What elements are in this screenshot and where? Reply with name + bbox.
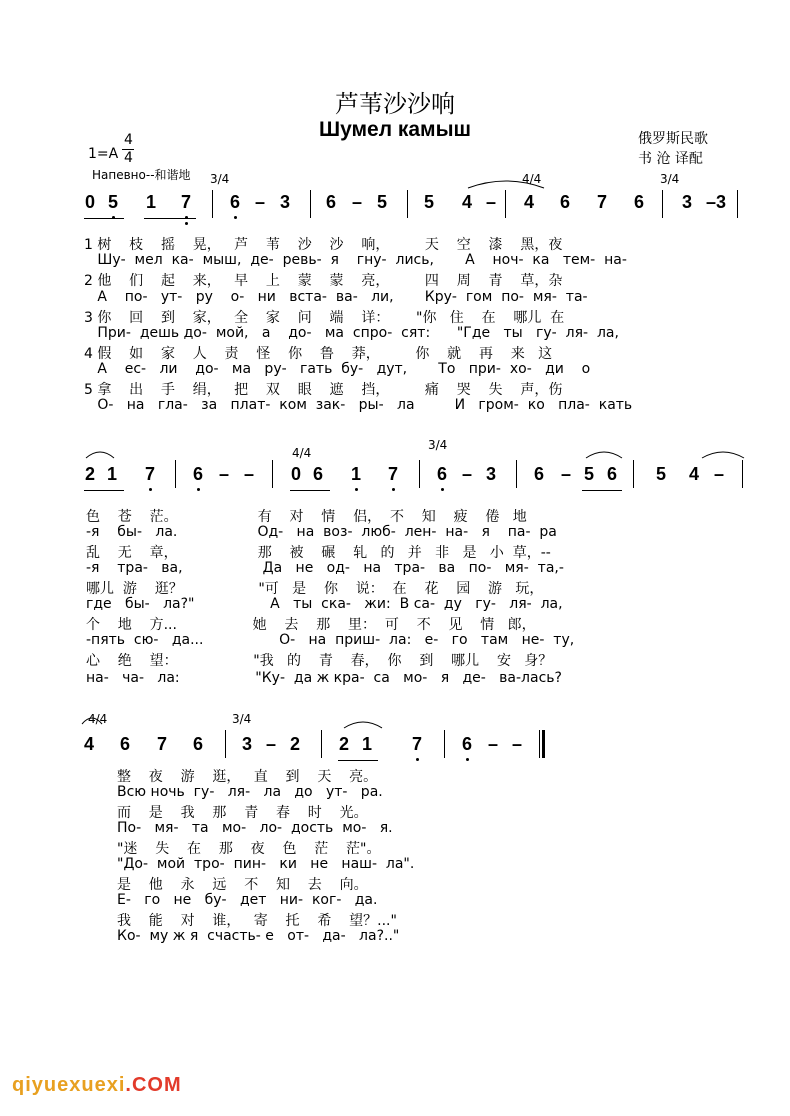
beam xyxy=(84,218,124,219)
lyric-line: О- на гла- за плат- ком зак- ры- ла И гром- ко пла- кать xyxy=(84,397,633,413)
note: 6 xyxy=(230,192,241,212)
lyric-line: Ко- му ж я счасть- е от- да- ла?.." xyxy=(117,928,400,944)
note: 6 xyxy=(120,734,131,754)
lyric-line: А по- ут- ру о- ни вста- ва- ли, Кру- гом по- мя- та- xyxy=(84,289,588,305)
bar-line xyxy=(419,460,420,488)
bar-line xyxy=(212,190,213,218)
note: – xyxy=(219,464,230,484)
bar-line xyxy=(321,730,322,758)
tie-arc xyxy=(84,448,116,460)
bar-line xyxy=(505,190,506,218)
note: 6 xyxy=(437,464,448,484)
beam xyxy=(290,490,330,491)
note: 4 xyxy=(84,734,95,754)
song-title-chinese: 芦苇沙沙响 xyxy=(335,90,455,118)
lyric-line: "До- мой тро- пин- ки не наш- ла". xyxy=(117,856,415,872)
lyric-line: 心 绝 望： "我 的 青 春， 你 到 哪儿 安 身？ xyxy=(86,653,553,669)
note: 7 xyxy=(412,734,423,754)
lyric-line: 是 他 永 远 不 知 去 向。 xyxy=(117,877,368,893)
lyric-line: 色 苍 茫。 有 对 情 侣， 不 知 疲 倦 地 xyxy=(86,509,527,525)
lyric-line: Шу- мел ка- мыш, де- ревь- я гну- лись, А ноч- ка тем- на- xyxy=(84,252,627,268)
note: 2 xyxy=(339,734,350,754)
bar-line xyxy=(175,460,176,488)
note: 6 xyxy=(607,464,618,484)
note: 3 xyxy=(242,734,253,754)
beam xyxy=(144,218,196,219)
note: 4 xyxy=(689,464,700,484)
bar-line xyxy=(662,190,663,218)
lyric-line: 1 树 枝 摇 晃， 芦 苇 沙 沙 响， 天 空 漆 黑，夜 xyxy=(84,237,563,253)
note: 6 xyxy=(193,734,204,754)
bar-line xyxy=(444,730,445,758)
note: 6 xyxy=(634,192,645,212)
note: 6 xyxy=(560,192,571,212)
beam xyxy=(84,490,124,491)
lyric-line: 个 地 方... 她 去 那 里： 可 不 见 情 郎， xyxy=(86,617,536,633)
time-signature-bottom: 4 xyxy=(124,150,133,166)
note: – xyxy=(244,464,255,484)
lyric-line: 2 他 们 起 来， 早 上 蒙 蒙 亮， 四 周 青 草，杂 xyxy=(84,273,563,289)
translator-credit: 书 沧 译配 xyxy=(638,151,703,167)
key-signature: 1=A xyxy=(88,146,119,162)
lyric-line: 乱 无 章， 那 被 碾 轧 的 并 非 是 小 草，-- xyxy=(86,545,551,561)
octave-dot xyxy=(149,488,152,491)
tie-arc xyxy=(466,176,546,190)
note: – xyxy=(462,464,473,484)
note: 6 xyxy=(313,464,324,484)
note: – xyxy=(486,192,497,212)
lyric-line: 4 假 如 家 人 责 怪 你 鲁 莽， 你 就 再 来 这 xyxy=(84,346,553,362)
note: 7 xyxy=(145,464,156,484)
note: 2 xyxy=(85,464,96,484)
octave-dot xyxy=(416,758,419,761)
note: 6 xyxy=(193,464,204,484)
note: –3 xyxy=(706,192,727,212)
note: 0 xyxy=(85,192,96,212)
bar-line xyxy=(310,190,311,218)
note: 6 xyxy=(534,464,545,484)
octave-dot xyxy=(392,488,395,491)
song-title-russian: Шумел камыш xyxy=(318,118,472,141)
lyric-line: Е- го не бу- дет ни- ког- да. xyxy=(117,892,378,908)
lyric-line: 3 你 回 到 家， 全 家 问 端 详： "你 住 在 哪儿 在 xyxy=(84,310,565,326)
bar-line xyxy=(407,190,408,218)
meter-mark: 4/4 xyxy=(292,446,312,460)
octave-dot xyxy=(185,222,188,225)
final-bar-thick xyxy=(542,730,545,758)
lyric-line: По- мя- та мо- ло- дость мо- я. xyxy=(117,820,393,836)
note: 3 xyxy=(682,192,693,212)
note: 1 xyxy=(362,734,373,754)
lyric-line: Всю ночь гу- ля- ла до ут- ра. xyxy=(117,784,383,800)
time-signature-top: 4 xyxy=(124,132,133,148)
note: – xyxy=(561,464,572,484)
meter-mark: 4/4 xyxy=(88,712,108,726)
note: 7 xyxy=(157,734,168,754)
watermark-name: qiyuexuexi xyxy=(12,1074,126,1096)
lyric-line: При- дешь до- мой, а до- ма спро- сят: "Где ты гу- ля- ла, xyxy=(84,325,619,341)
meter-mark: 3/4 xyxy=(660,172,680,186)
note: 7 xyxy=(597,192,608,212)
octave-dot xyxy=(441,488,444,491)
note: 4 xyxy=(462,192,473,212)
note: 6 xyxy=(326,192,337,212)
tie-arc xyxy=(342,718,384,730)
note: – xyxy=(488,734,499,754)
lyric-line: -пять сю- да... О- на приш- ла: е- го там не- ту, xyxy=(86,632,575,648)
beam xyxy=(338,760,378,761)
bar-line xyxy=(737,190,738,218)
lyric-line: 而 是 我 那 青 春 时 光。 xyxy=(117,805,368,821)
note: – xyxy=(266,734,277,754)
bar-line xyxy=(225,730,226,758)
bar-line xyxy=(272,460,273,488)
lyric-line: -я тра- ва, Да не од- на тра- ва по- мя- та,- xyxy=(86,560,564,576)
note: 5 xyxy=(108,192,119,212)
tie-arc xyxy=(584,448,624,460)
watermark-domain: .COM xyxy=(125,1074,182,1096)
tempo-marking: Напевно--和谐地 xyxy=(92,168,191,182)
lyric-line: 哪儿 游 逛？ "可 是 你 说： 在 花 园 游 玩， xyxy=(86,581,544,597)
lyric-line: "迷 失 在 那 夜 色 茫 茫"。 xyxy=(117,841,381,857)
bar-line xyxy=(633,460,634,488)
note: 5 xyxy=(656,464,667,484)
meter-mark: 3/4 xyxy=(428,438,448,452)
lyric-line: 我 能 对 谁， 寄 托 希 望？..." xyxy=(117,913,397,929)
octave-dot xyxy=(197,488,200,491)
octave-dot xyxy=(355,488,358,491)
note: 4 xyxy=(524,192,535,212)
beam xyxy=(582,490,622,491)
note: – xyxy=(352,192,363,212)
note: 5 xyxy=(377,192,388,212)
note: 6 xyxy=(462,734,473,754)
octave-dot xyxy=(466,758,469,761)
note: 1 xyxy=(146,192,157,212)
tie-arc xyxy=(80,714,104,726)
note: 2 xyxy=(290,734,301,754)
note: 7 xyxy=(388,464,399,484)
tie-arc xyxy=(700,448,746,460)
note: 1 xyxy=(351,464,362,484)
lyric-line: где бы- ла?" А ты ска- жи: В са- ду гу- ля- ла, xyxy=(86,596,563,612)
note: – xyxy=(714,464,725,484)
bar-line xyxy=(516,460,517,488)
origin-credit: 俄罗斯民歌 xyxy=(638,131,708,147)
octave-dot xyxy=(234,216,237,219)
lyric-line: 整 夜 游 逛， 直 到 天 亮。 xyxy=(117,769,378,785)
meter-mark: 3/4 xyxy=(210,172,230,186)
meter-mark: 4/4 xyxy=(522,172,542,186)
note: 7 xyxy=(181,192,192,212)
note: 5 xyxy=(424,192,435,212)
note: 1 xyxy=(107,464,118,484)
lyric-line: А ес- ли до- ма ру- гать бу- дут, То при- хо- ди о xyxy=(84,361,591,377)
note: 5 xyxy=(584,464,595,484)
lyric-line: на- ча- ла: "Ку- да ж кра- са мо- я де- ва-лась? xyxy=(86,670,562,686)
final-bar-thin xyxy=(539,730,540,758)
note: 0 xyxy=(291,464,302,484)
site-watermark xyxy=(12,1074,182,1097)
note: – xyxy=(512,734,523,754)
lyric-line: -я бы- ла. Од- на воз- люб- лен- на- я па- ра xyxy=(86,524,557,540)
note: 3 xyxy=(486,464,497,484)
meter-mark: 3/4 xyxy=(232,712,252,726)
note: – xyxy=(255,192,266,212)
lyric-line: 5 拿 出 手 绢， 把 双 眼 遮 挡， 痛 哭 失 声，伤 xyxy=(84,382,563,398)
note: 3 xyxy=(280,192,291,212)
bar-line xyxy=(742,460,743,488)
